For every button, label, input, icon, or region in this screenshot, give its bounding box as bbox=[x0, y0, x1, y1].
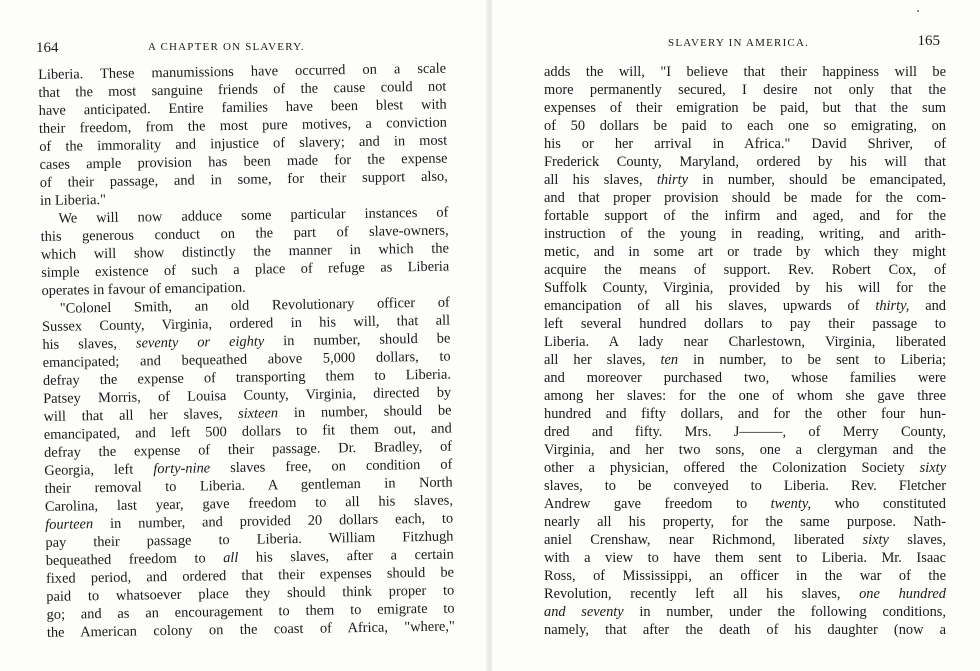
text-run: and bbox=[909, 298, 946, 314]
text-run: bequeathed freedom to bbox=[45, 550, 224, 569]
text-run: emancipation of all his slaves, upwards of bbox=[544, 298, 876, 314]
text-line bbox=[544, 81, 946, 99]
text-line bbox=[544, 225, 946, 243]
italic-text: ten bbox=[660, 352, 679, 368]
text-run: his or her arrival in Africa." David Shriver, of bbox=[544, 136, 946, 152]
text-run: instruction of the young in reading, writing, and arith- bbox=[544, 226, 946, 242]
text-line bbox=[544, 171, 946, 189]
text-run: Carolina, last year, gave freedom to all his slaves, bbox=[44, 492, 454, 515]
body-text bbox=[38, 60, 455, 642]
right-page bbox=[492, 0, 980, 671]
text-line bbox=[544, 459, 946, 477]
text-run: and moreover purchased two, whose families were bbox=[544, 370, 946, 386]
text-run: left several hundred dollars to pay their passage to bbox=[544, 316, 946, 332]
text-line bbox=[544, 423, 946, 441]
text-line bbox=[544, 297, 946, 315]
text-line bbox=[544, 153, 946, 171]
text-line bbox=[544, 135, 946, 153]
italic-text: sixty bbox=[919, 460, 946, 476]
page-number: 164 bbox=[36, 40, 59, 56]
text-run: emancipated, and left 500 dollars to fit them out, and bbox=[43, 420, 452, 443]
text-line bbox=[544, 567, 946, 585]
text-run: metic, and in some art or trade by which they might bbox=[544, 244, 946, 260]
text-run: namely, that after the death of his daughter (now a bbox=[544, 622, 946, 638]
text-line bbox=[544, 99, 946, 117]
text-run: simple existence of such a place of refuge as Liberia bbox=[41, 258, 450, 281]
italic-text: sixty bbox=[862, 532, 889, 548]
text-run: will that all her slaves, bbox=[43, 405, 239, 425]
italic-text: all bbox=[223, 549, 239, 567]
italic-text: seventy or eighty bbox=[135, 333, 265, 352]
text-run: emancipated; and bequeathed above 5,000 dollars, to bbox=[42, 348, 451, 371]
text-run: and that proper provision should be made for the com- bbox=[544, 190, 946, 206]
text-run: their freedom, from the most pure motives, a conviction bbox=[38, 114, 448, 137]
text-run: Andrew gave freedom to bbox=[544, 496, 771, 512]
text-run: paid to whatsoever place they should think proper to bbox=[46, 582, 455, 605]
text-run: slaves, to be conveyed to Liberia. Rev. Fletcher bbox=[544, 478, 946, 494]
text-line bbox=[544, 243, 946, 261]
text-run: in number, should be emancipated, bbox=[688, 172, 946, 188]
text-line bbox=[544, 495, 946, 513]
text-run: that the most sanguine friends of the cause could not bbox=[38, 78, 447, 101]
text-run: adds the will, "I believe that their happiness will be bbox=[544, 64, 946, 80]
text-run: hundred and fifty dollars, and for the other four hun- bbox=[544, 406, 946, 422]
text-run: this generous conduct on the part of slave-owners, bbox=[40, 222, 449, 245]
text-run: among her slaves: for the one of whom she gave three bbox=[544, 388, 946, 404]
text-run: dred and fifty. Mrs. J———, of Merry County, bbox=[544, 424, 946, 440]
text-run: of 50 dollars be paid to each one so emigrating, on bbox=[544, 118, 946, 134]
text-line bbox=[544, 369, 946, 387]
text-run: his slaves, bbox=[42, 335, 137, 353]
text-line bbox=[544, 531, 946, 549]
text-run: We will now adduce some particular instances of bbox=[58, 204, 449, 227]
italic-text: one hundred bbox=[859, 586, 946, 602]
text-run: Revolution, recently left all his slaves, bbox=[544, 586, 860, 602]
page-number: 165 bbox=[917, 33, 940, 49]
text-line bbox=[544, 117, 946, 135]
text-run: in number, under the following conditions, bbox=[623, 604, 947, 620]
text-run: Liberia. These manumissions have occurred on a scale bbox=[38, 60, 447, 83]
text-line bbox=[544, 513, 946, 531]
text-line bbox=[544, 441, 946, 459]
text-run: Patsey Morris, of Louisa County, Virginia, directed by bbox=[43, 384, 452, 407]
text-line bbox=[544, 315, 946, 333]
text-run: Georgia, left bbox=[44, 461, 154, 479]
text-run: all her slaves, bbox=[544, 352, 661, 368]
text-run: who constituted bbox=[811, 496, 946, 512]
text-run: go; and as an encouragement to them to emigrate to bbox=[46, 600, 455, 623]
italic-text: twenty, bbox=[770, 496, 812, 512]
text-run: Liberia. A lady near Charlestown, Virginia, liberated bbox=[544, 334, 946, 350]
text-run: slaves, bbox=[888, 532, 946, 548]
italic-text: forty-nine bbox=[153, 460, 211, 478]
text-run: of their passage, and in some, for their support also, bbox=[39, 168, 448, 191]
italic-text: sixteen bbox=[237, 405, 279, 422]
text-run: in Liberia." bbox=[39, 191, 107, 209]
text-run: which will show distinctly the manner in which the bbox=[40, 240, 450, 263]
text-run: operates in favour of emancipation. bbox=[41, 279, 246, 299]
left-page bbox=[0, 0, 488, 671]
text-line bbox=[544, 279, 946, 297]
ink-speck bbox=[917, 10, 919, 12]
text-line bbox=[544, 585, 946, 603]
text-run: the American colony on the coast of Africa, "where," bbox=[46, 618, 455, 641]
text-run: fortable support of the infirm and aged, and for the bbox=[544, 208, 946, 224]
text-run: defray the expense of transporting them to Liberia. bbox=[42, 366, 452, 389]
text-run: defray the expense of their passage. Dr. Bradley, of bbox=[43, 438, 453, 461]
text-run: his slaves, after a certain bbox=[238, 546, 454, 566]
text-run: expenses of their emigration be paid, but that the sum bbox=[544, 100, 946, 116]
text-run: fixed period, and ordered that their expenses should be bbox=[45, 564, 455, 587]
text-run: have anticipated. Entire families have been blest with bbox=[38, 96, 447, 119]
text-line bbox=[544, 189, 946, 207]
italic-text: fourteen bbox=[45, 516, 94, 533]
text-run: more permanently secured, I desire not only that the bbox=[544, 82, 946, 98]
text-run: Ross, of Mississippi, an officer in the war of the bbox=[544, 568, 946, 584]
text-run: in number, to be sent to Liberia; bbox=[678, 352, 946, 368]
text-line bbox=[544, 63, 946, 81]
text-run: acquire the means of support. Rev. Robert Cox, of bbox=[544, 262, 946, 278]
body-text bbox=[544, 63, 946, 639]
text-run: all his slaves, bbox=[544, 172, 657, 188]
text-run: their removal to Liberia. A gentleman in North bbox=[44, 474, 453, 497]
text-line bbox=[544, 621, 946, 639]
text-run: Suffolk County, Virginia, provided by his will for the bbox=[544, 280, 946, 296]
text-run: of the immorality and injustice of slavery; and in most bbox=[39, 132, 448, 155]
text-line bbox=[544, 477, 946, 495]
text-run: pay their passage to Liberia. William Fitzhugh bbox=[45, 528, 454, 551]
text-run: slaves free, on condition of bbox=[209, 456, 453, 477]
text-run: Sussex County, Virginia, ordered in his will, that all bbox=[41, 312, 451, 335]
text-run: in number, and provided 20 dollars each, to bbox=[93, 510, 454, 533]
text-line bbox=[544, 387, 946, 405]
text-line bbox=[544, 351, 946, 369]
text-line bbox=[544, 261, 946, 279]
text-run: Virginia, and her two sons, one a clergyman and the bbox=[544, 442, 946, 458]
text-run: other a physician, offered the Colonization Society bbox=[544, 460, 920, 476]
italic-text: thirty bbox=[656, 172, 689, 188]
text-line bbox=[544, 207, 946, 225]
text-run: "Colonel Smith, an old Revolutionary officer of bbox=[59, 294, 450, 317]
text-line bbox=[544, 333, 946, 351]
text-run: cases ample provision has been made for the expense bbox=[39, 150, 448, 173]
italic-text: thirty, bbox=[875, 298, 910, 314]
text-run: in number, should be bbox=[264, 330, 451, 350]
running-head: SLAVERY IN AMERICA. bbox=[668, 37, 810, 49]
text-run: aniel Crenshaw, near Richmond, liberated bbox=[544, 532, 863, 548]
running-head: A CHAPTER ON SLAVERY. bbox=[148, 41, 305, 53]
text-run: in number, should be bbox=[277, 402, 452, 422]
italic-text: and seventy bbox=[544, 604, 624, 620]
text-run: Frederick County, Maryland, ordered by his will that bbox=[544, 154, 946, 170]
text-run: nearly all his property, for the same purpose. Nath- bbox=[544, 514, 946, 530]
text-line bbox=[544, 549, 946, 567]
text-line bbox=[544, 603, 946, 621]
text-line bbox=[544, 405, 946, 423]
text-run: with a view to have them sent to Liberia. Mr. Isaac bbox=[544, 550, 946, 566]
